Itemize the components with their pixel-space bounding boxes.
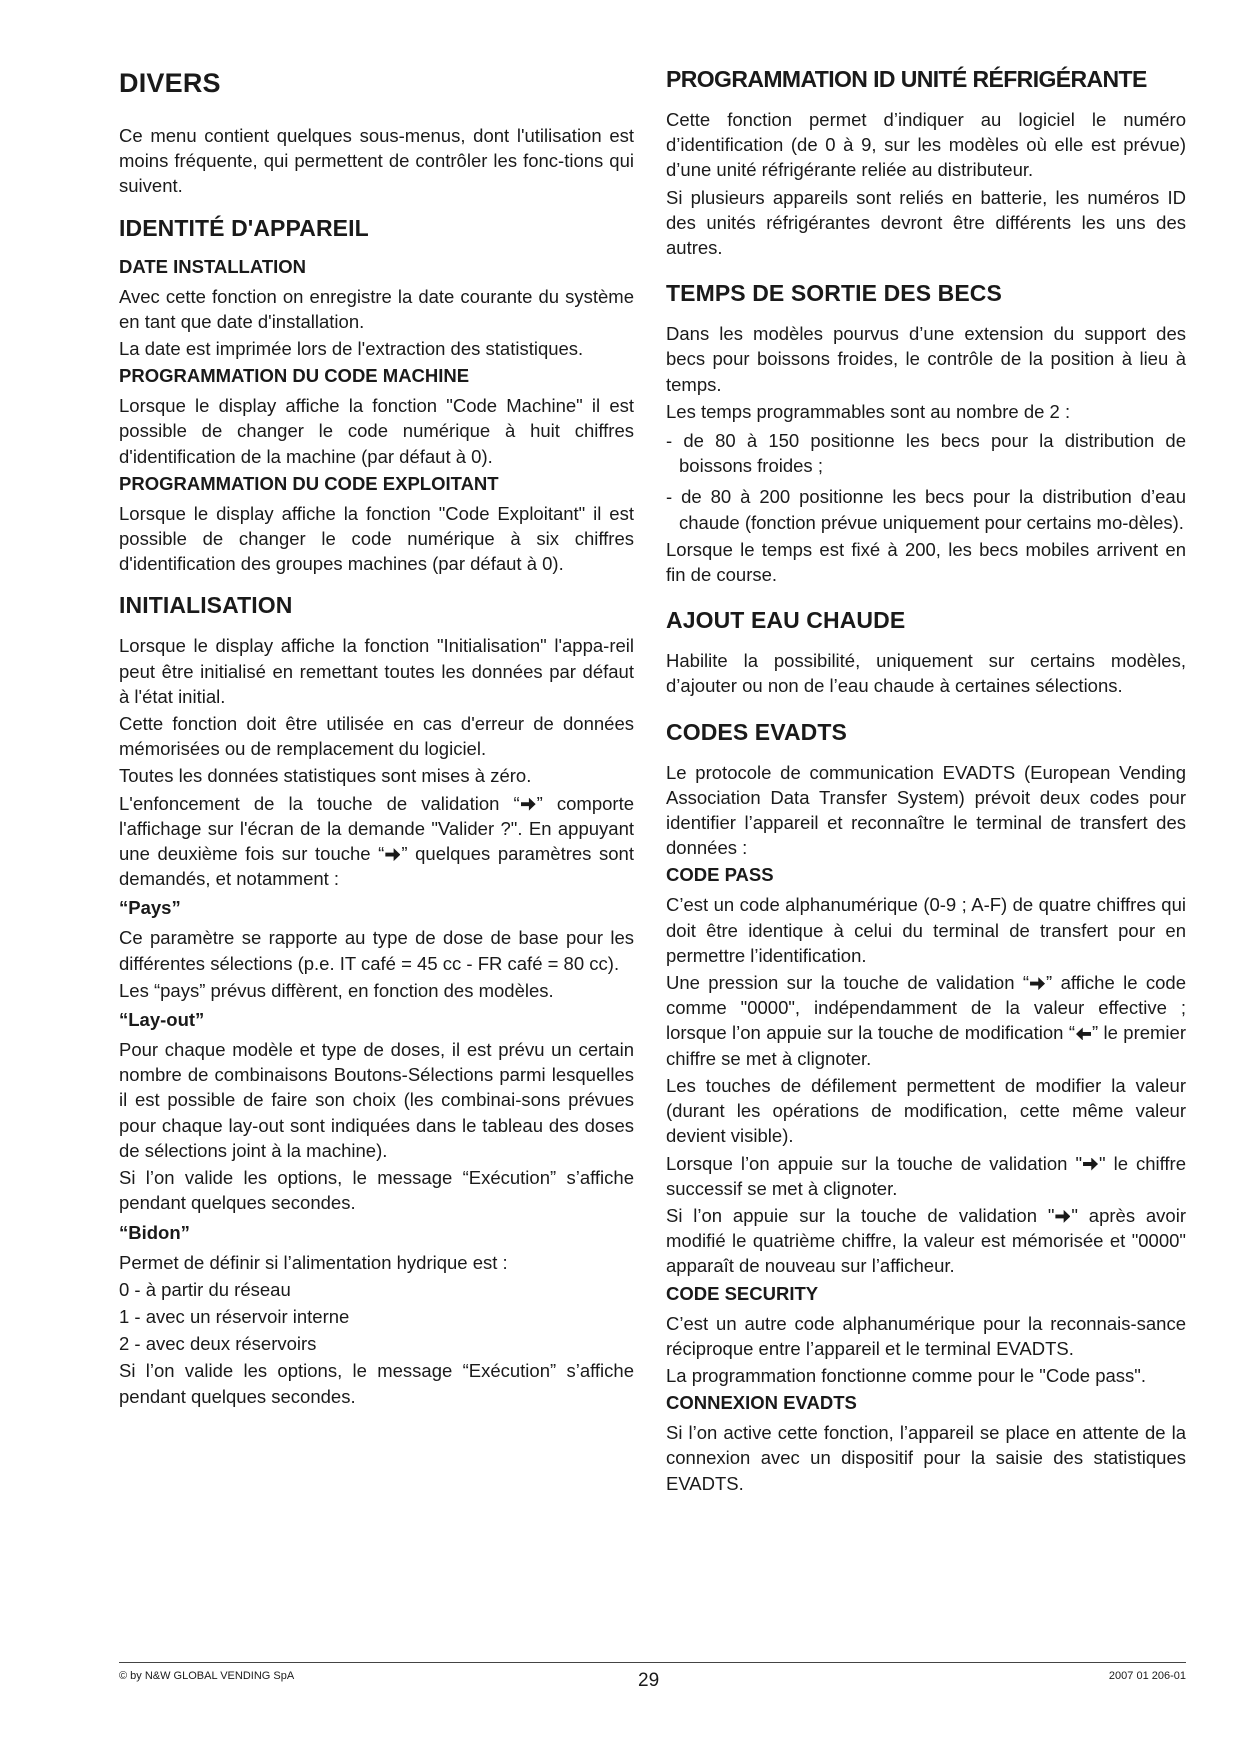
subheading-code-pass: CODE PASS (666, 864, 774, 886)
right-column (666, 60, 1186, 1498)
paragraph: C’est un code alphanumérique (0-9 ; A-F) de quatre chiffres qui doit être identique à celui du terminal de transfert pour en permettre l’identification. (666, 894, 1186, 966)
text-run: ” le premier chiffre se met à clignoter. (666, 1022, 1186, 1069)
paragraph: Cette fonction permet d’indiquer au logiciel le numéro d’identification (de 0 à 9, sur les modèles où elle est prévue) d’une unité réfrigérante reliée au distributeur. (666, 109, 1186, 181)
paragraph: Si plusieurs appareils sont reliés en batterie, les numéros ID des unités réfrigérantes devront être différents les uns des autres. (666, 186, 1186, 259)
left-column (119, 60, 634, 1411)
subheading-code-machine: PROGRAMMATION DU CODE MACHINE (119, 365, 470, 387)
validation-key-icon (1083, 1158, 1098, 1171)
paragraph: Si l’on active cette fonction, l’appareil se place en attente de la connexion avec un dispositif pour la saisie des statistiques EVADTS. (666, 1422, 1186, 1494)
paragraph: Dans les modèles pourvus d’une extension du support des becs pour boissons froides, le contrôle de la position à lieu à temps. (666, 323, 1186, 395)
list-item: - de 80 à 200 positionne les becs pour la distribution d’eau chaude (fonction prévue uniquement pour certains mo-dèles). (666, 486, 1186, 533)
footer-divider (119, 1662, 1186, 1663)
text-run: Si l’on appuie sur la touche de validation " (666, 1204, 1055, 1226)
validation-key-icon (1030, 977, 1045, 990)
modification-key-icon (1076, 1027, 1091, 1040)
paragraph: Les “pays” prévus diffèrent, en fonction des modèles. (119, 979, 554, 1001)
paragraph: Lorsque le display affiche la fonction "Code Exploitant" il est possible de changer le code numérique à six chiffres d'identification des groupes machines (par défaut à 0). (119, 502, 634, 575)
section-heading-eau-chaude: AJOUT EAU CHAUDE (666, 607, 906, 634)
paragraph-validation (666, 1203, 1186, 1279)
paragraph: Le protocole de communication EVADTS (European Vending Association Data Transfer System) prévoit deux codes pour identifier l’appareil et reconnaître le terminal de transfert des données : (666, 761, 1186, 859)
paragraph: La programmation fonctionne comme pour le "Code pass". (666, 1364, 1146, 1386)
paragraph: C’est un autre code alphanumérique pour la reconnais-sance réciproque entre l’appareil et le terminal EVADTS. (666, 1312, 1186, 1359)
text-run: ” quelques paramètres sont demandés, et notamment : (119, 843, 634, 890)
subheading-connexion-evadts: CONNEXION EVADTS (666, 1392, 857, 1414)
text-run: ” comporte l'affichage sur l'écran de la demande "Valider ?". En appuyant une deuxième fois sur touche “ (119, 792, 635, 865)
validation-key-icon (1055, 1210, 1070, 1223)
paragraph-validation (119, 791, 634, 892)
footer-copyright: © by N&W GLOBAL VENDING SpA (119, 1670, 295, 1682)
subheading-date-installation: DATE INSTALLATION (119, 255, 307, 277)
footer-doc-ref: 2007 01 206-01 (1108, 1670, 1186, 1682)
page-number: 29 (638, 1670, 660, 1691)
section-heading-evadts: CODES EVADTS (666, 718, 847, 745)
list-item: - de 80 à 150 positionne les becs pour la distribution de boissons froides ; (666, 430, 1186, 477)
paragraph: Habilite la possibilité, uniquement sur certains modèles, d’ajouter ou non de l’eau chaude à certaines sélections. (666, 650, 1186, 697)
paragraph: Lorsque le display affiche la fonction "Code Machine" il est possible de changer le code numérique à huit chiffres d'identification de la machine (par défaut à 0). (119, 395, 634, 467)
text-run: " après avoir modifié le quatrième chiffre, la valeur est mémorisée et "0000" apparaît de nouveau sur l’afficheur. (666, 1204, 1186, 1277)
paragraph: La date est imprimée lors de l'extraction des statistiques. (119, 338, 584, 360)
paragraph: Les temps programmables sont au nombre de 2 : (666, 400, 1071, 422)
paragraph: Pour chaque modèle et type de doses, il est prévu un certain nombre de combinaisons Boutons-Sélections parmi lesquelles il est possible de faire son choix (les combinai-sons prévues pour chaque lay-out sont indiquées dans le tableau des doses de sélections joint à la machine). (119, 1039, 634, 1161)
paragraph: Si l’on valide les options, le message “Exécution” s’affiche pendant quelques secondes. (119, 1360, 634, 1407)
subheading-code-security: CODE SECURITY (666, 1282, 819, 1304)
section-heading-initialisation: INITIALISATION (119, 592, 293, 619)
paragraph-validation (666, 970, 1186, 1071)
text-run: ” affiche le code comme "0000", indépendamment de la valeur effective ; lorsque l’on appuie sur la touche de modification “ (666, 972, 1186, 1044)
paragraph: Ce paramètre se rapporte au type de dose de base pour les différentes sélections (p.e. IT café = 45 cc - FR café = 80 cc). (119, 927, 634, 974)
paragraph: Cette fonction doit être utilisée en cas d'erreur de données mémorisées ou de remplacement du logiciel. (119, 713, 634, 760)
paragraph: Permet de définir si l’alimentation hydrique est : (119, 1251, 508, 1273)
subheading-pays: “Pays” (119, 897, 181, 919)
intro-paragraph: Ce menu contient quelques sous-menus, dont l'utilisation est moins fréquente, qui permettent de contrôler les fonc-tions qui suivent. (119, 125, 634, 197)
section-heading-identite: IDENTITÉ D'APPAREIL (119, 214, 369, 241)
text-run: Lorsque l’on appuie sur la touche de validation " (666, 1152, 1083, 1174)
paragraph: Si l’on valide les options, le message “Exécution” s’affiche pendant quelques secondes. (119, 1167, 634, 1214)
paragraph: Lorsque le temps est fixé à 200, les becs mobiles arrivent en fin de course. (666, 538, 1186, 586)
list-item: 0 - à partir du réseau (119, 1278, 291, 1300)
list-item: 2 - avec deux réservoirs (119, 1333, 317, 1355)
paragraph: Lorsque le display affiche la fonction "Initialisation" l'appa-reil peut être initialisé en remettant toutes les données par défaut à l'état initial. (119, 635, 634, 707)
text-run: " le chiffre successif se met à clignoter. (666, 1152, 1187, 1199)
paragraph: Les touches de défilement permettent de modifier la valeur (durant les opérations de modification, cette même valeur devient visible). (666, 1074, 1186, 1147)
section-heading-prog-id: PROGRAMMATION ID UNITÉ RÉFRIGÉRANTE (666, 66, 1147, 92)
validation-key-icon (521, 798, 536, 811)
section-heading-becs: TEMPS DE SORTIE DES BECS (666, 280, 1002, 307)
paragraph: Avec cette fonction on enregistre la date courante du système en tant que date d'installation. (119, 285, 634, 332)
subheading-layout: “Lay-out” (119, 1009, 205, 1031)
subheading-code-exploitant: PROGRAMMATION DU CODE EXPLOITANT (119, 472, 499, 494)
page-title: DIVERS (119, 68, 221, 98)
list-item: 1 - avec un réservoir interne (119, 1305, 350, 1327)
paragraph-validation (666, 1151, 1186, 1201)
validation-key-icon (385, 848, 400, 861)
text-run: L'enfoncement de la touche de validation “ (119, 792, 520, 814)
paragraph: Toutes les données statistiques sont mises à zéro. (119, 765, 532, 787)
text-run: Une pression sur la touche de validation “ (666, 972, 1030, 994)
subheading-bidon: “Bidon” (119, 1221, 190, 1243)
